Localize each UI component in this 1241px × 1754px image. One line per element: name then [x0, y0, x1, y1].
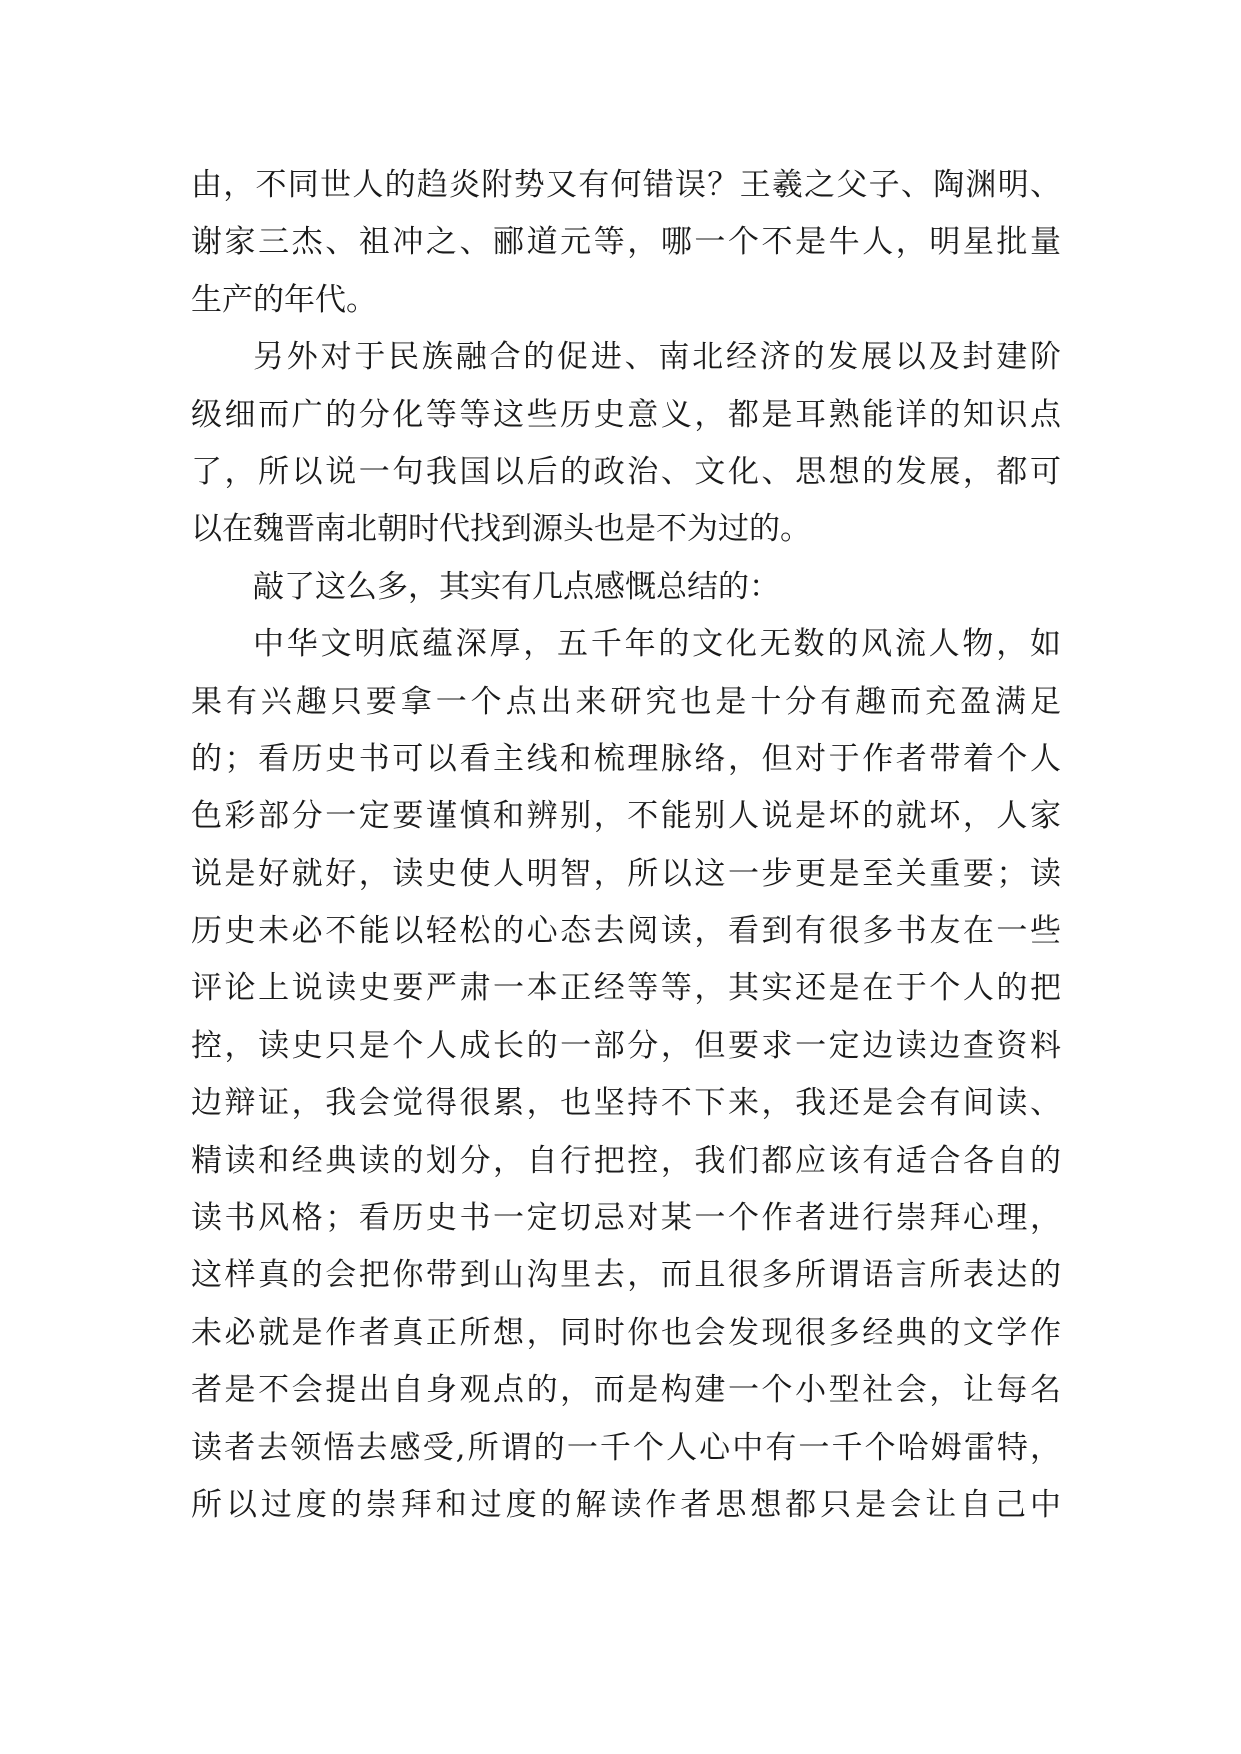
- text-line: 了，所以说一句我国以后的政治、文化、思想的发展，都可: [191, 453, 1061, 490]
- text-line: 边辩证，我会觉得很累，也坚持不下来，我还是会有间读、: [191, 1085, 1061, 1122]
- text-line: 评论上说读史要严肃一本正经等等，其实还是在于个人的把: [191, 970, 1061, 1007]
- body-text: [191, 157, 1061, 1534]
- text-line: 以在魏晋南北朝时代找到源头也是不为过的。: [191, 511, 811, 548]
- text-line: 精读和经典读的划分，自行把控，我们都应该有适合各自的: [191, 1142, 1061, 1179]
- text-line: 色彩部分一定要谨慎和辨别，不能别人说是坏的就坏，人家: [191, 798, 1061, 835]
- text-line: 未必就是作者真正所想，同时你也会发现很多经典的文学作: [191, 1314, 1061, 1351]
- text-line: 生产的年代。: [191, 281, 377, 318]
- text-line: 读书风格；看历史书一定切忌对某一个作者进行崇拜心理，: [191, 1200, 1061, 1237]
- text-line: 由，不同世人的趋炎附势又有何错误？王羲之父子、陶渊明、: [191, 167, 1061, 203]
- text-line: 级细而广的分化等等这些历史意义，都是耳熟能详的知识点: [191, 396, 1061, 433]
- text-line: 控，读史只是个人成长的一部分，但要求一定边读边查资料: [191, 1027, 1061, 1064]
- text-line: 谢家三杰、祖冲之、郦道元等，哪一个不是牛人，明星批量: [191, 224, 1061, 261]
- text-line: 所以过度的崇拜和过度的解读作者思想都只是会让自己中: [191, 1486, 1061, 1523]
- text-line: 这样真的会把你带到山沟里去，而且很多所谓语言所表达的: [191, 1257, 1061, 1294]
- text-line: 另外对于民族融合的促进、南北经济的发展以及封建阶: [253, 339, 1061, 376]
- text-line: 的；看历史书可以看主线和梳理脉络，但对于作者带着个人: [191, 740, 1061, 777]
- text-line: 者是不会提出自身观点的，而是构建一个小型社会，让每名: [191, 1372, 1061, 1409]
- text-line: 中华文明底蕴深厚，五千年的文化无数的风流人物，如: [253, 626, 1061, 663]
- text-line: 说是好就好，读史使人明智，所以这一步更是至关重要；读: [191, 855, 1061, 892]
- text-line: 敲了这么多，其实有几点感慨总结的：: [253, 568, 780, 605]
- text-line: 历史未必不能以轻松的心态去阅读，看到有很多书友在一些: [191, 913, 1061, 950]
- text-line: 果有兴趣只要拿一个点出来研究也是十分有趣而充盈满足: [191, 683, 1061, 720]
- text-line: 读者去领悟去感受,所谓的一千个人心中有一千个哈姆雷特，: [191, 1429, 1061, 1466]
